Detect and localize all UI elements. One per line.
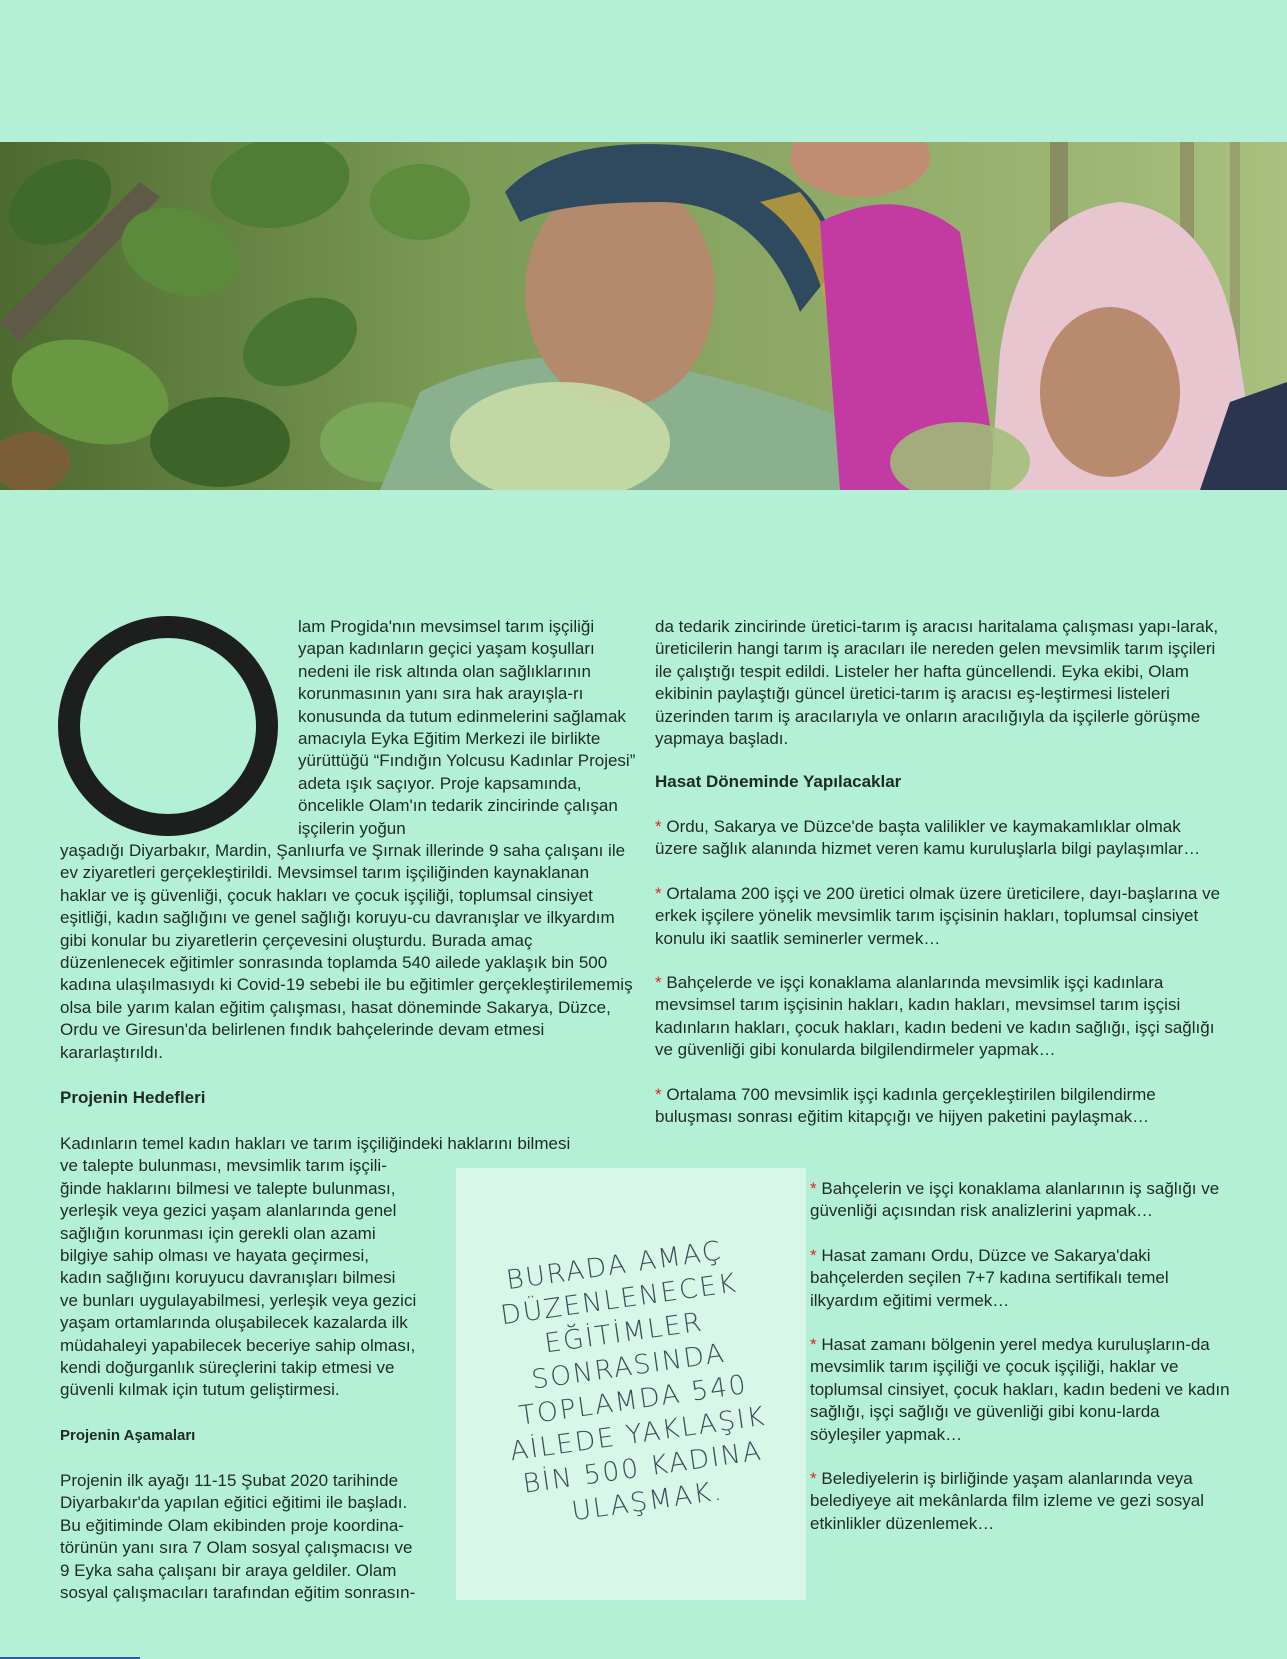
harvest-list-wide bbox=[655, 816, 1227, 1128]
harvest-item-text: Ortalama 700 mevsimlik işçi kadınla gerçekleştirilen bilgilendirme buluşması sonrası eğitim kitapçığı ve hijyen paketini paylaşmak… bbox=[655, 1084, 1156, 1127]
bullet-asterisk: * bbox=[655, 883, 662, 903]
harvest-list-narrow bbox=[810, 1178, 1230, 1535]
phases-line: Bu eğitiminde Olam ekibinden proje koordina- bbox=[60, 1515, 404, 1535]
goals-line: kendi doğurganlık süreçlerini takip etmesi ve bbox=[60, 1358, 395, 1378]
harvest-item bbox=[655, 972, 1227, 1062]
goals-line: ve talepte bulunması, mevsimlik tarım işçili- bbox=[60, 1156, 387, 1176]
harvest-item-text: Bahçelerde ve işçi konaklama alanlarında mevsimlik işçi kadınlara mevsimsel tarım işçisinin hakları, kadın hakları, mevsimsel tarım işçisi kadınların hakları, çocuk hakları, kadın bedeni ve kadın sağlığı, işçi sağlığı ve güvenliği gibi konularda bilgilendirmeler yapmak… bbox=[655, 973, 1215, 1060]
goals-line: yaşam ortamlarında oluşabilecek kazalarda ilk bbox=[60, 1313, 408, 1333]
goals-heading: Projenin Hedefleri bbox=[60, 1088, 206, 1107]
bullet-asterisk: * bbox=[810, 1469, 817, 1489]
pull-quote-text: BURADA AMAÇ DÜZENLENECEK EĞİTİMLER SONRASINDA TOPLAMDA 540 AİLEDE YAKLAŞIK BİN 500 KADINA ULAŞMAK. bbox=[498, 1235, 769, 1528]
harvest-item bbox=[810, 1468, 1230, 1535]
harvest-item-text: Bahçelerin ve işçi konaklama alanlarının iş sağlığı ve güvenliği açısından risk analizlerini yapmak… bbox=[810, 1179, 1220, 1221]
pull-quote-box bbox=[456, 1168, 806, 1600]
harvest-item-text: Hasat zamanı Ordu, Düzce ve Sakarya'daki bahçelerden seçilen 7+7 kadına sertifikalı temel ilkyardım eğitimi vermek… bbox=[810, 1245, 1169, 1310]
goals-line: müdahaleyi yapabilecek beceriye sahip olması, bbox=[60, 1335, 416, 1355]
bullet-asterisk: * bbox=[655, 973, 662, 993]
phases-line: 9 Eyka saha çalışanı bir araya geldiler. Olam bbox=[60, 1560, 397, 1580]
harvest-item bbox=[655, 883, 1227, 950]
harvest-item bbox=[810, 1245, 1230, 1312]
dropcap-letter-o bbox=[58, 616, 278, 836]
goals-line: ğinde haklarını bilmesi ve talepte bulunması, bbox=[60, 1178, 396, 1198]
bullet-asterisk: * bbox=[810, 1245, 817, 1265]
goals-line: sağlığın korunması için gerekli olan azami bbox=[60, 1223, 376, 1243]
harvest-item bbox=[655, 816, 1227, 861]
harvest-item-text: Ordu, Sakarya ve Düzce'de başta valilikler ve kaymakamlıklar olmak üzere sağlık alanında hizmet veren kamu kuruluşlarla bilgi paylaşımlar… bbox=[655, 817, 1201, 859]
phases-line: törünün yanı sıra 7 Olam sosyal çalışmacısı ve bbox=[60, 1538, 413, 1558]
bullet-asterisk: * bbox=[655, 817, 662, 836]
goals-line: kadın sağlığını koruyucu davranışları bilmesi bbox=[60, 1268, 396, 1288]
goals-line: yerleşik veya gezici yaşam alanlarında genel bbox=[60, 1201, 397, 1221]
harvest-heading: Hasat Döneminde Yapılacaklar bbox=[655, 772, 902, 791]
intro-lead-text: lam Progida'nın mevsimsel tarım işçiliği yapan kadınların geçici yaşam koşulları nedeni ile risk altında olan sağlıklarının korunmasının yanı sıra hak arayışla-rı konusunda da tutum edinmelerini sağlamak amacıyla Eyka Eğitim Merkezi ile birlikte yürüttüğü “Fındığın Yolcusu Kadınlar Projesi” adeta ışık saçıyor. Proje kapsamında, öncelikle Olam'ın tedarik zincirinde çalışan işçilerin yoğun bbox=[298, 617, 636, 838]
harvest-item-text: Hasat zamanı bölgenin yerel medya kuruluşların-da mevsimlik tarım işçiliği ve çocuk işçiliği, haklar ve toplumsal cinsiyet, çocuk hakları, kadın bedeni ve kadın sağlığı, işçi sağlığı ve güvenliği gibi konu-larda söyleşiler yapmak… bbox=[810, 1335, 1230, 1444]
phases-line: sosyal çalışmacıları tarafından eğitim sonrasın- bbox=[60, 1583, 416, 1603]
bullet-asterisk: * bbox=[810, 1335, 817, 1355]
harvest-item-text: Ortalama 200 işçi ve 200 üretici olmak üzere üreticilere, dayı-başlarına ve erkek işçilere yönelik mevsimlik tarım işçisinin hakları, toplumsal cinsiyet konulu iki saatlik seminerler vermek… bbox=[655, 883, 1221, 948]
bullet-asterisk: * bbox=[655, 1084, 662, 1104]
pull-quote-wrap bbox=[456, 1168, 806, 1600]
phases-heading: Projenin Aşamaları bbox=[60, 1427, 196, 1444]
goals-line: ve bunları uygulayabilmesi, yerleşik veya gezici bbox=[60, 1290, 417, 1310]
right-intro-text: da tedarik zincirinde üretici-tarım iş aracısı haritalama çalışması yapı-larak, üreticilerin hangi tarım iş aracıları ile nereden gelen mevsimlik tarım işçileri ile çalıştığı tespit edildi. Listeler her hafta güncellendi. Eyka ekibi, Olam ekibinin paylaştığı güncel üretici-tarım iş aracısı eş-leştirmesi listeleri üzerinden tarım iş aracılarıyla ve onların aracılığıyla da işçilerle görüşme yapmaya başladı. bbox=[655, 617, 1219, 749]
harvest-item bbox=[810, 1178, 1230, 1223]
phases-line: Projenin ilk ayağı 11-15 Şubat 2020 tarihinde bbox=[60, 1471, 399, 1490]
phases-line: Diyarbakır'da yapılan eğitici eğitimi ile başladı. bbox=[60, 1493, 408, 1513]
hero-photo bbox=[0, 142, 1287, 490]
harvest-item bbox=[810, 1334, 1230, 1446]
intro-rest-text: yaşadığı Diyarbakır, Mardin, Şanlıurfa ve Şırnak illerinde 9 saha çalışanı ile ev ziyaretleri gerçekleştirildi. Mevsimsel tarım işçiliğinden kaynaklanan haklar ve iş güvenliği, çocuk hakları ve çocuk işçiliği, toplumsal cinsiyet eşitliği, kadın sağlığını ve genel sağlığı koruyu-cu davranışlar ve ilkyardım gibi konular bu ziyaretlerin çerçevesini oluşturdu. Burada amaç düzenlenecek eğitimler sonrasında toplamda 540 ailede yaklaşık bin 500 kadına ulaşılmasıydı ki Covid-19 sebebi ile bu eğitimler gerçekleştirilememiş olsa bile yarım kalan eğitim çalışması, hasat döneminde Sakarya, Düzce, Ordu ve Giresun'da belirlenen fındık bahçelerinde devam etmesi kararlaştırıldı. bbox=[60, 841, 633, 1062]
harvest-item bbox=[655, 1084, 1227, 1129]
goals-line: güvenli kılmak için tutum geliştirmesi. bbox=[60, 1380, 340, 1400]
harvest-item-text: Belediyelerin iş birliğinde yaşam alanlarında veya belediyeye ait mekânlarda film izleme ve gezi sosyal etkinlikler düzenlemek… bbox=[810, 1469, 1205, 1533]
phases-text bbox=[60, 1470, 450, 1604]
goals-line: bilgiye sahip olması ve hayata geçirmesi, bbox=[60, 1246, 369, 1266]
hero-photo-illustration bbox=[0, 142, 1287, 490]
goals-line: Kadınların temel kadın hakları ve tarım işçiliğindeki haklarını bilmesi bbox=[60, 1134, 571, 1153]
bullet-asterisk: * bbox=[810, 1179, 817, 1198]
